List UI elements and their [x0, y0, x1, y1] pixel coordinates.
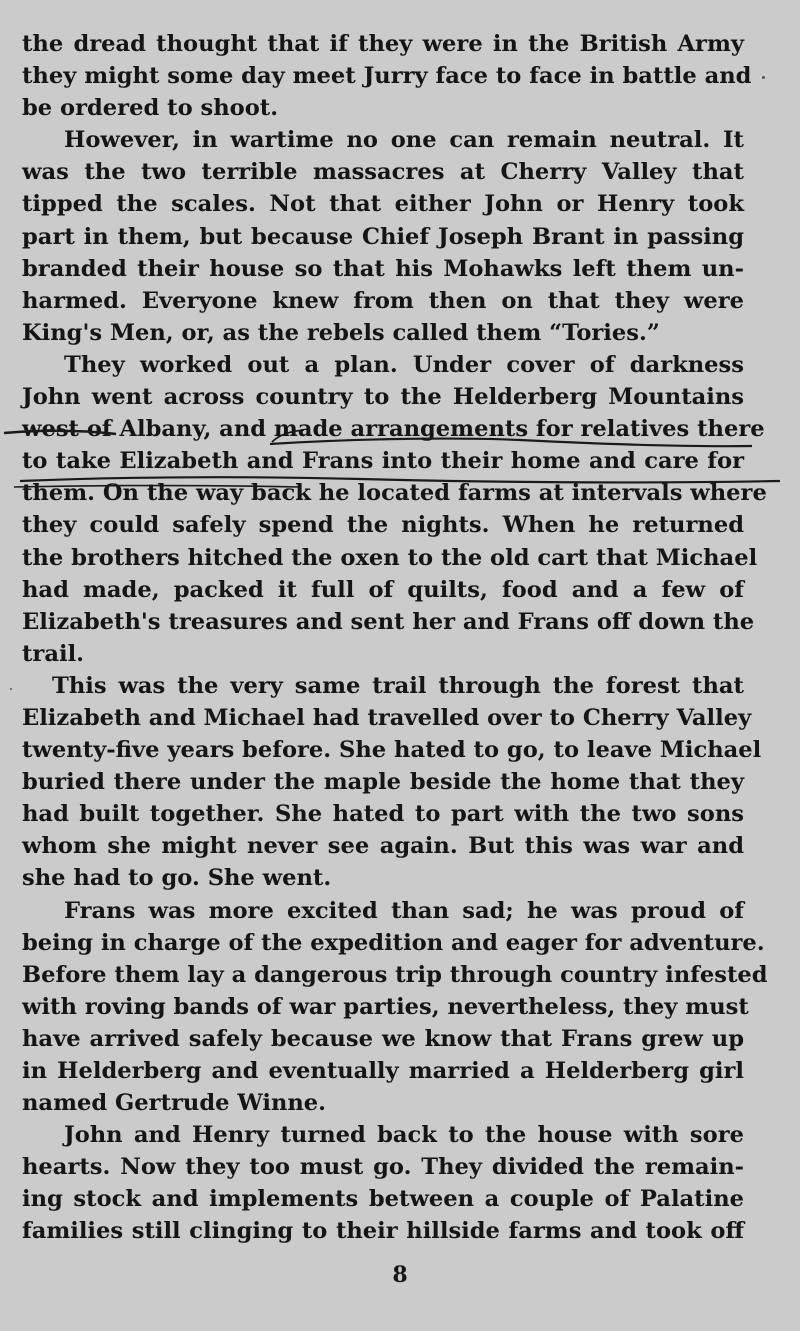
- text-line: in Helderberg and eventually married a Helderberg girl: [22, 1058, 744, 1084]
- text-line: with roving bands of war parties, nevertheless, they must: [22, 993, 749, 1020]
- text-line: harmed. Everyone knew from then on that they were: [22, 287, 744, 314]
- text-line: tipped the scales. Not that either John or Henry took: [22, 191, 744, 218]
- text-line: ing stock and implements between a couple of Palatine: [22, 1186, 744, 1213]
- text-line: was the two terrible massacres at Cherry Valley that: [22, 159, 744, 186]
- text-line: Elizabeth and Michael had travelled over to Cherry Valley: [22, 704, 752, 731]
- text-line: John and Henry turned back to the house with sore: [64, 1122, 744, 1149]
- text-line: west of Albany, and made arrangements for relatives there: [22, 416, 765, 443]
- text-line: the brothers hitched the oxen to the old cart that Michael: [22, 544, 758, 571]
- text-line: buried there under the maple beside the home that they: [22, 769, 744, 796]
- text-line: This was the very same trail through the forest that: [52, 672, 744, 699]
- text-line: them. On the way back he located farms at intervals where: [22, 480, 767, 507]
- text-line: they might some day meet Jurry face to face in battle and: [22, 63, 752, 90]
- page-speck: [10, 688, 12, 690]
- text-line: be ordered to shoot.: [22, 95, 279, 122]
- text-line: However, in wartime no one can remain neutral. It: [64, 127, 744, 154]
- text-line: she had to go. She went.: [22, 865, 332, 892]
- text-line: John went across country to the Helderberg Mountains: [22, 384, 744, 411]
- text-line: they could safely spend the nights. When he returned: [22, 512, 744, 539]
- text-line: families still clinging to their hillside farms and took off: [22, 1218, 744, 1245]
- text-line: branded their house so that his Mohawks left them un-: [22, 255, 744, 282]
- text-line: King's Men, or, as the rebels called them “Tories.”: [22, 319, 660, 346]
- text-line: part in them, but because Chief Joseph Brant in passing: [22, 223, 744, 250]
- text-line: had made, packed it full of quilts, food and a few of: [22, 576, 744, 603]
- body-text: [22, 28, 768, 1248]
- text-line: hearts. Now they too must go. They divided the remain-: [22, 1154, 744, 1181]
- text-line: trail.: [22, 640, 85, 667]
- text-line: Elizabeth's treasures and sent her and Frans off down the: [22, 608, 755, 635]
- text-line: to take Elizabeth and Frans into their home and care for: [22, 448, 744, 475]
- page-number: 8: [392, 1262, 408, 1288]
- text-line: have arrived safely because we know that Frans grew up: [22, 1025, 744, 1052]
- text-line: named Gertrude Winne.: [22, 1090, 327, 1117]
- page-speck: [762, 76, 765, 79]
- text-line: twenty-five years before. She hated to go, to leave Michael: [22, 737, 762, 764]
- text-line: the dread thought that if they were in the British Army: [22, 31, 744, 57]
- text-line: Before them lay a dangerous trip through country infested: [22, 961, 768, 988]
- text-line: whom she might never see again. But this was war and: [22, 833, 744, 860]
- text-line: Frans was more excited than sad; he was proud of: [64, 897, 744, 924]
- text-line: They worked out a plan. Under cover of darkness: [64, 351, 744, 378]
- text-line: had built together. She hated to part with the two sons: [22, 801, 744, 828]
- text-line: being in charge of the expedition and eager for adventure.: [22, 929, 765, 956]
